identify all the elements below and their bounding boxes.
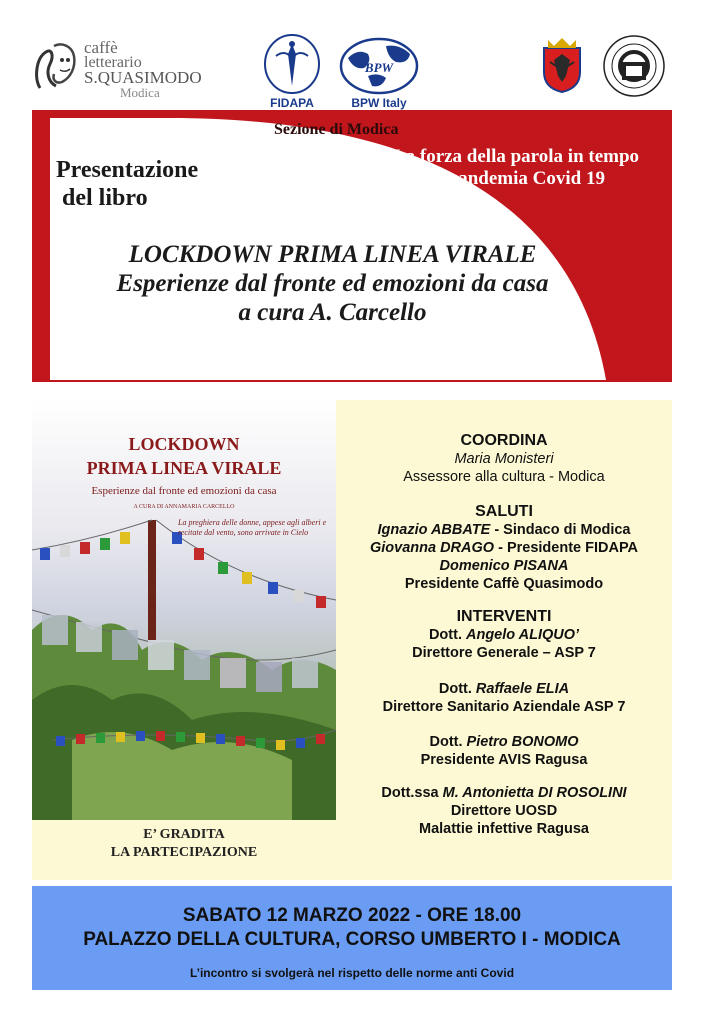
event-details xyxy=(32,904,672,952)
fidapa-label: FIDAPA xyxy=(270,96,314,110)
speaker-dirosolini xyxy=(336,784,672,802)
fidapa-emblem-icon xyxy=(262,34,322,96)
unesco-world-heritage-icon xyxy=(602,34,666,98)
cover-title-line2: PRIMA LINEA VIRALE xyxy=(86,458,282,478)
book-title-line3: a cura A. Carcello xyxy=(238,299,427,326)
sezione-label: Sezione di Modica xyxy=(274,121,399,138)
presentazione-heading xyxy=(56,156,198,212)
bpw-italy-logo xyxy=(338,36,420,112)
event-date-time: SABATO 12 MARZO 2022 - ORE 18.00 xyxy=(182,905,522,926)
bpw-globe-text: BPW xyxy=(364,60,394,75)
speaker-bonomo-block xyxy=(336,733,672,769)
saluti-abbate-name: Ignazio ABBATE xyxy=(377,522,491,538)
gradita-partecipazione xyxy=(32,826,336,862)
saluti-item-abbate xyxy=(336,521,672,539)
book-cover-image xyxy=(32,400,336,820)
bpw-label: BPW Italy xyxy=(351,96,407,110)
saluti-item-drago xyxy=(336,539,672,557)
tagline xyxy=(362,146,670,190)
speaker-dirosolini-role2: Malattie infettive Ragusa xyxy=(418,821,589,837)
speaker-bonomo-role: Presidente AVIS Ragusa xyxy=(420,752,588,768)
gradita-line1: E’ GRADITA xyxy=(143,827,225,842)
quasimodo-portrait-icon xyxy=(32,38,80,96)
event-venue: PALAZZO DELLA CULTURA, CORSO UMBERTO I - MODICA xyxy=(83,929,621,950)
covid-note: L’incontro si svolgerà nel rispetto delle norme anti Covid xyxy=(189,966,515,980)
interventi-section xyxy=(336,608,672,662)
speaker-bonomo-prefix: Dott. xyxy=(429,734,467,750)
saluti-section xyxy=(336,503,672,593)
saluti-abbate-role: - Sindaco di Modica xyxy=(490,522,631,538)
speaker-elia-prefix: Dott. xyxy=(438,681,476,697)
speaker-bonomo-name: Pietro BONOMO xyxy=(466,734,579,750)
gradita-line2: LA PARTECIPAZIONE xyxy=(110,845,258,860)
book-title-line1: LOCKDOWN PRIMA LINEA VIRALE xyxy=(128,241,537,268)
caffe-logo-line2: letterario xyxy=(84,54,142,71)
bpw-globe-icon xyxy=(338,36,420,96)
book-title-line2: Esperienze dal fronte ed emozioni da casa xyxy=(116,270,549,297)
tagline-line1: La forza della parola in tempo xyxy=(392,146,640,167)
cover-author: A CURA DI ANNAMARIA CARCELLO xyxy=(133,504,235,510)
presentazione-line1: Presentazione xyxy=(56,157,199,183)
saluti-heading: SALUTI xyxy=(475,503,533,520)
caffe-logo-line4: Modica xyxy=(120,85,160,100)
presentazione-line2: del libro xyxy=(62,185,148,211)
speaker-aliquo-role: Direttore Generale – ASP 7 xyxy=(412,645,596,661)
coordina-section xyxy=(336,432,672,486)
caffe-logo-line1: caffè xyxy=(84,38,118,57)
speaker-bonomo xyxy=(336,733,672,751)
speaker-elia-role: Direttore Sanitario Aziendale ASP 7 xyxy=(382,699,626,715)
cover-title-line1: LOCKDOWN xyxy=(128,434,240,454)
tagline-line2: di pandemia Covid 19 xyxy=(427,168,605,189)
saluti-pisana-role: Presidente Caffè Quasimodo xyxy=(404,576,604,592)
saluti-item-pisana xyxy=(336,557,672,575)
book-title xyxy=(40,240,625,327)
speaker-aliquo-name: Angelo ALIQUO’ xyxy=(466,627,580,643)
cover-quote: La preghiera delle donne, appese agli alberi e recitate dal vento, sono arrivate in Cielo xyxy=(178,518,327,537)
modica-crest-icon xyxy=(540,36,584,94)
saluti-drago-name: Giovanna DRAGO xyxy=(369,540,495,556)
speaker-aliquo xyxy=(336,626,672,644)
coordina-role: Assessore alla cultura - Modica xyxy=(403,469,605,485)
fidapa-logo xyxy=(262,34,322,110)
speaker-dirosolini-name: M. Antonietta DI ROSOLINI xyxy=(442,785,627,801)
caffe-letterario-logo xyxy=(32,38,202,98)
caffe-logo-line3: S.QUASIMODO xyxy=(84,68,202,87)
speaker-elia-name: Raffaele ELIA xyxy=(475,681,570,697)
speaker-dirosolini-block xyxy=(336,784,672,838)
saluti-pisana-name: Domenico PISANA xyxy=(439,558,569,574)
coordina-name: Maria Monisteri xyxy=(454,451,554,467)
coordina-heading: COORDINA xyxy=(460,432,548,449)
speaker-dirosolini-role1: Direttore UOSD xyxy=(450,803,558,819)
saluti-drago-role: - Presidente FIDAPA xyxy=(494,540,639,556)
speaker-elia xyxy=(336,680,672,698)
cover-subtitle: Esperienze dal fronte ed emozioni da casa xyxy=(91,485,277,497)
speaker-dirosolini-prefix: Dott.ssa xyxy=(381,785,443,801)
speaker-elia-block xyxy=(336,680,672,716)
interventi-heading: INTERVENTI xyxy=(456,608,552,625)
speaker-aliquo-prefix: Dott. xyxy=(428,627,466,643)
